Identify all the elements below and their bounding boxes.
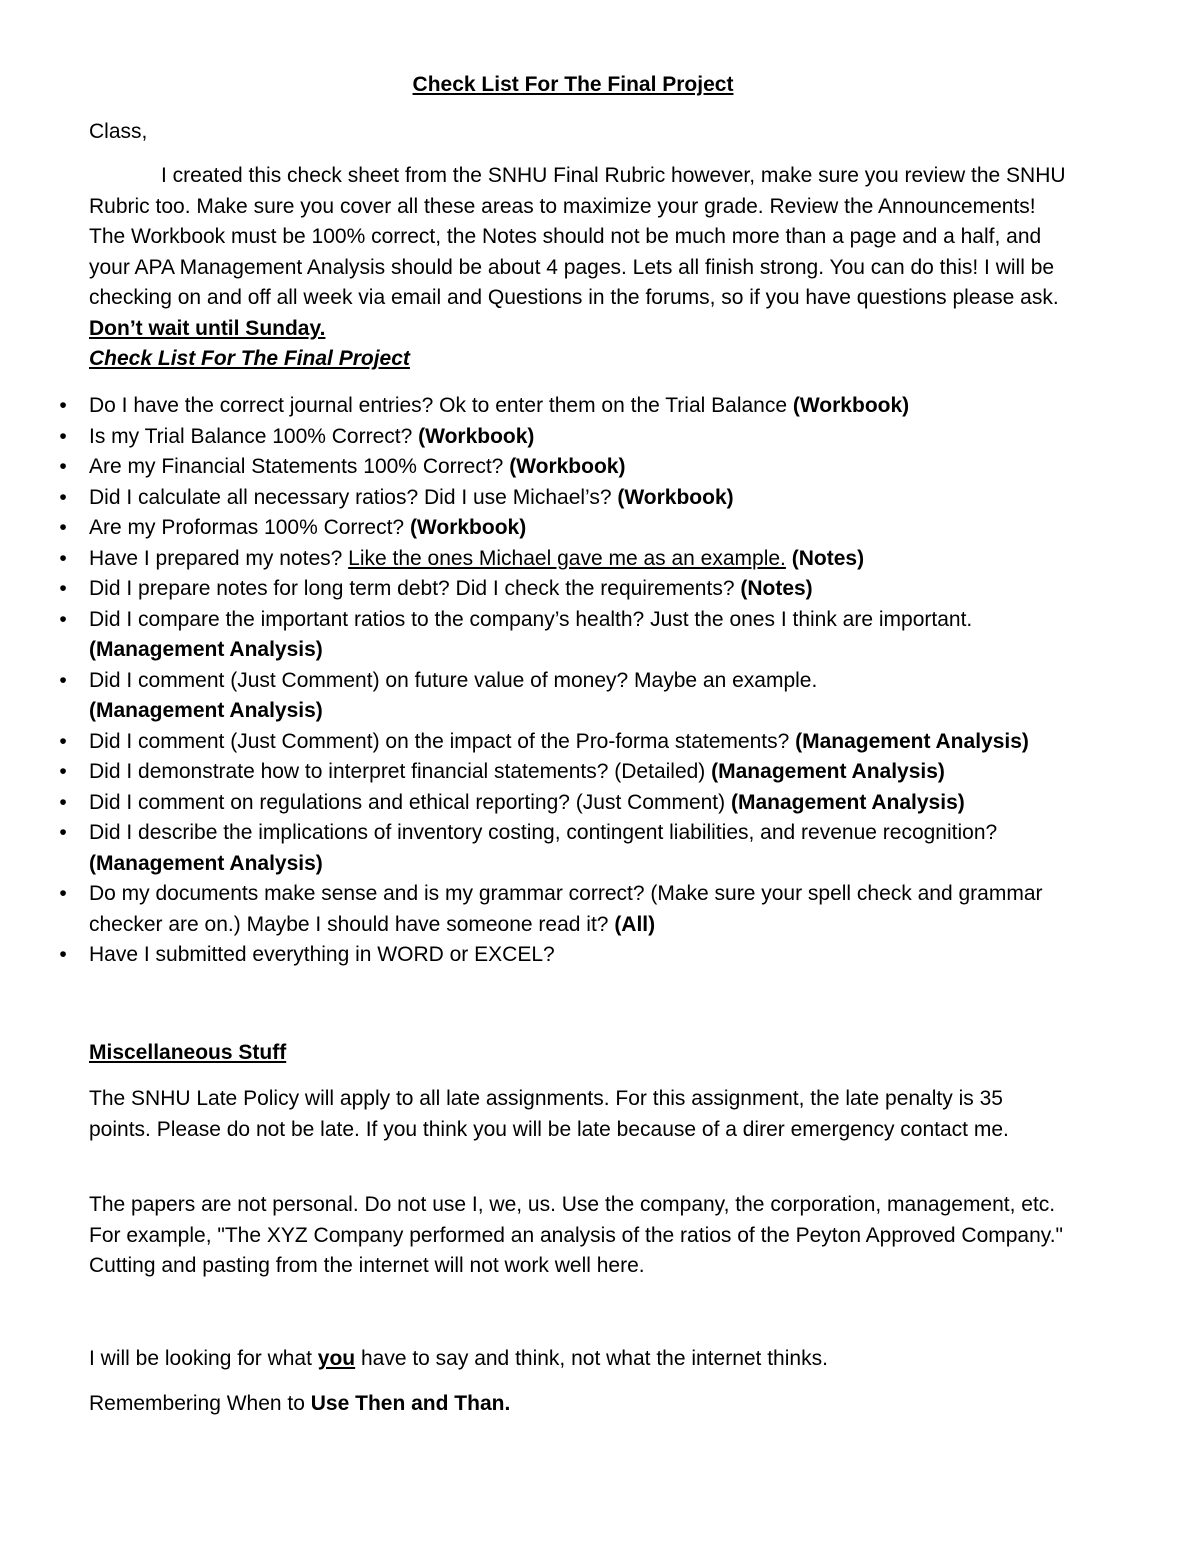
- bullet-icon: •: [59, 455, 67, 478]
- checklist-item-tag: (Management Analysis): [89, 638, 323, 661]
- checklist-item-text: Did I comment (Just Comment) on future value of money? Maybe an example.: [89, 668, 818, 692]
- checklist-item: [59, 788, 1069, 819]
- remember-paragraph: [89, 1389, 1069, 1420]
- bullet-icon: •: [59, 546, 67, 570]
- checklist-item-tag: (Management Analysis): [711, 760, 945, 783]
- late-policy-paragraph: The SNHU Late Policy will apply to all late assignments. For this assignment, the late penalty is 35 points. Please do not be late. If you think you will be late because of a direr emergency contact me.: [89, 1087, 1009, 1141]
- bullet-icon: •: [59, 882, 67, 905]
- checklist-item: [59, 513, 1069, 544]
- checklist-item: [59, 422, 1069, 453]
- bullet-icon: •: [59, 394, 67, 417]
- checklist-item-text: Is my Trial Balance 100% Correct?: [89, 424, 419, 448]
- checklist-item: [59, 757, 1069, 788]
- checklist-item-text: Did I calculate all necessary ratios? Did I use Michael’s?: [89, 485, 618, 509]
- checklist-item-underlined: Like the ones Michael gave me as an example.: [348, 546, 786, 570]
- bullet-icon: •: [59, 729, 67, 753]
- checklist: [59, 391, 1069, 971]
- intro-emphasis: Don’t wait until Sunday.: [89, 316, 326, 340]
- checklist-item-text: Did I describe the implications of inventory costing, contingent liabilities, and revenue recognition?: [89, 821, 998, 844]
- checklist-item-text: Did I comment (Just Comment) on the impact of the Pro-forma statements?: [89, 729, 796, 753]
- intro-paragraph: [89, 161, 1069, 375]
- checklist-item: [59, 452, 1069, 483]
- bullet-icon: •: [59, 516, 67, 539]
- checklist-item-text: Did I prepare notes for long term debt? Did I check the requirements?: [89, 577, 741, 600]
- checklist-item: [59, 727, 1069, 758]
- checklist-item-text: Are my Financial Statements 100% Correct?: [89, 455, 510, 478]
- bullet-icon: •: [59, 424, 67, 448]
- bullet-icon: •: [59, 790, 67, 814]
- checklist-item: [59, 574, 1069, 605]
- looking-before: I will be looking for what: [89, 1347, 318, 1370]
- checklist-item-tag: (Management Analysis): [730, 790, 965, 814]
- checklist-item-tag: (All): [614, 912, 656, 936]
- checklist-item-tag: (Notes): [740, 577, 813, 600]
- bullet-icon: •: [59, 760, 67, 783]
- checklist-item: [59, 666, 1069, 727]
- looking-paragraph: [89, 1344, 1069, 1375]
- checklist-item: [59, 544, 1069, 575]
- remember-before: Remembering When to: [89, 1392, 311, 1415]
- bullet-icon: •: [59, 485, 67, 509]
- checklist-item-text: Do my documents make sense and is my grammar correct? (Make sure your spell check and grammar checker are on.) Maybe I should have someone read it?: [89, 882, 1043, 936]
- remember-emphasis: Use Then and Than.: [310, 1392, 511, 1415]
- checklist-item-text: Did I comment on regulations and ethical reporting? (Just Comment): [89, 790, 731, 814]
- personal-paragraph: The papers are not personal. Do not use I, we, us. Use the company, the corporation, management, etc. For example, "The XYZ Company performed an analysis of the ratios of the Peyton Approved Company." Cutting and pasting from the internet will not work well here.: [89, 1193, 1064, 1277]
- bullet-icon: •: [59, 607, 67, 631]
- checklist-item: [59, 391, 1069, 422]
- checklist-item-tag: (Workbook): [509, 455, 626, 478]
- checklist-item: [59, 879, 1069, 940]
- document-title: Check List For The Final Project: [412, 73, 734, 96]
- checklist-item: [59, 605, 1069, 666]
- checklist-item-tag: (Management Analysis): [89, 699, 323, 722]
- bullet-icon: •: [59, 943, 67, 966]
- checklist-item: [59, 940, 1069, 971]
- checklist-item-tag: (Workbook): [409, 516, 527, 539]
- checklist-heading: Check List For The Final Project: [89, 347, 410, 370]
- checklist-item-text: Did I demonstrate how to interpret financial statements? (Detailed): [89, 760, 712, 783]
- checklist-item-tag: (Workbook): [418, 424, 535, 448]
- checklist-item-tag: (Workbook): [617, 485, 734, 509]
- checklist-item-tag: (Workbook): [792, 394, 910, 417]
- bullet-icon: •: [59, 577, 67, 600]
- checklist-item-tag: (Notes): [791, 546, 865, 570]
- checklist-item-tag: (Management Analysis): [89, 851, 323, 875]
- checklist-item-text: Did I compare the important ratios to the company’s health? Just the ones I think are important.: [89, 607, 973, 631]
- misc-heading: Miscellaneous Stuff: [89, 1041, 287, 1064]
- checklist-item-tag: (Management Analysis): [795, 729, 1029, 753]
- checklist-item-text: Have I submitted everything in WORD or EXCEL?: [89, 943, 555, 966]
- checklist-item: [59, 483, 1069, 514]
- checklist-item-text: Do I have the correct journal entries? Ok to enter them on the Trial Balance: [89, 394, 793, 417]
- intro-text: I created this check sheet from the SNHU Final Rubric however, make sure you review the SNHU Rubric too. Make sure you cover all these areas to maximize your grade. Review the Announcements! The Workbook must be 100% correct, the Notes should not be much more than a page and a half, and your APA Management Analysis should be about 4 pages. Lets all finish strong. You can do this! I will be checking on and off all week via email and Questions in the forums, so if you have questions please ask.: [89, 164, 1066, 309]
- salutation: Class,: [89, 120, 148, 143]
- bullet-icon: •: [59, 668, 67, 692]
- looking-after: have to say and think, not what the internet thinks.: [355, 1347, 828, 1370]
- checklist-item-text: Are my Proformas 100% Correct?: [89, 516, 410, 539]
- checklist-item: [59, 818, 1069, 879]
- looking-emphasis: you: [317, 1347, 356, 1370]
- checklist-item-text: Have I prepared my notes?: [89, 546, 349, 570]
- bullet-icon: •: [59, 821, 67, 844]
